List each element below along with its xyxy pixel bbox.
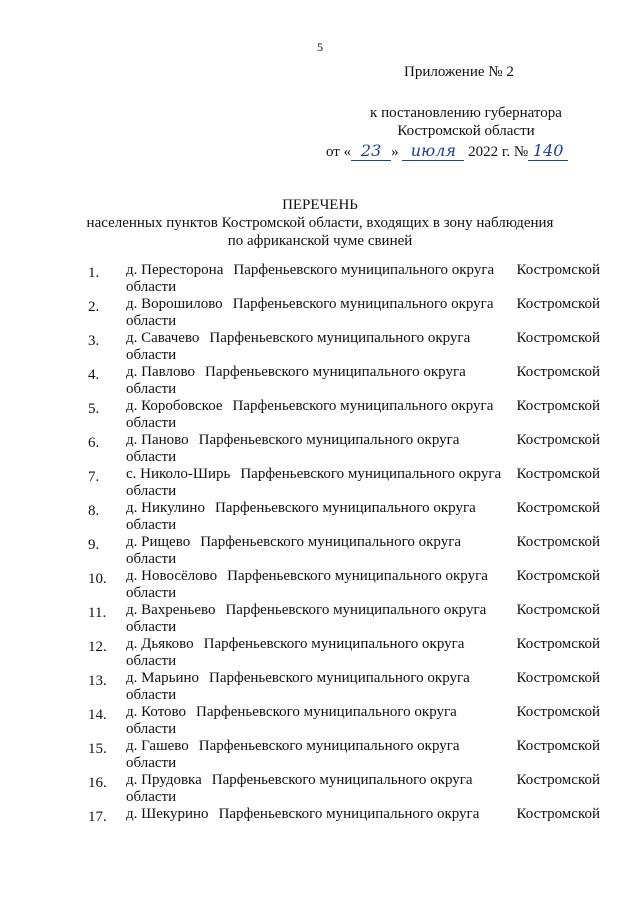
item-number: 11.	[88, 605, 107, 621]
item-continuation: области	[126, 483, 177, 499]
date-day-close: »	[391, 144, 399, 160]
item-entry	[126, 602, 600, 636]
item-number: 1.	[88, 265, 100, 281]
settlement-name: д. Рищево	[126, 534, 191, 550]
heading-subtitle-line-1: населенных пунктов Костромской области, входящих в зону наблюдения	[86, 215, 554, 231]
item-left	[126, 636, 464, 653]
handwritten-number: 140	[528, 141, 568, 161]
okrug-name: Парфеньевского муниципального округа	[218, 806, 480, 822]
list-item	[88, 296, 600, 330]
resolution-date	[326, 141, 568, 161]
region-name: Костромской	[516, 670, 600, 686]
region-name: Костромской	[516, 500, 600, 516]
okrug-name: Парфеньевского муниципального округа	[240, 466, 502, 482]
item-line-1	[126, 534, 600, 551]
item-left	[126, 364, 466, 381]
item-entry	[126, 398, 600, 432]
list-item	[88, 364, 600, 398]
list-item	[88, 806, 600, 840]
settlement-name: д. Новосёлово	[126, 568, 218, 584]
item-left	[126, 432, 459, 449]
item-number: 14.	[88, 707, 107, 723]
region-name: Костромской	[516, 602, 600, 618]
item-line-1	[126, 738, 600, 755]
region-name: Костромской	[516, 466, 600, 482]
settlement-name: д. Павлово	[126, 364, 195, 380]
item-entry	[126, 364, 600, 398]
list-item	[88, 738, 600, 772]
item-line-1	[126, 636, 600, 653]
date-year: 2022 г. №	[468, 144, 529, 160]
list-item	[88, 466, 600, 500]
item-continuation: области	[126, 789, 177, 805]
list-item	[88, 432, 600, 466]
item-number: 9.	[88, 537, 100, 553]
okrug-name: Парфеньевского муниципального округа	[198, 738, 460, 754]
item-entry	[126, 432, 600, 466]
item-number: 4.	[88, 367, 100, 383]
okrug-name: Парфеньевского муниципального округа	[233, 262, 495, 278]
item-continuation: области	[126, 551, 177, 567]
item-left	[126, 466, 501, 483]
region-name: Костромской	[516, 534, 600, 550]
item-left	[126, 262, 494, 279]
item-continuation: области	[126, 687, 177, 703]
item-left	[126, 296, 494, 313]
okrug-name: Парфеньевского муниципального округа	[198, 432, 460, 448]
list-item	[88, 262, 600, 296]
okrug-name: Парфеньевского муниципального округа	[227, 568, 488, 584]
heading-subtitle-line-2: по африканской чуме свиней	[227, 233, 413, 249]
settlement-name: д. Дьяково	[126, 636, 194, 652]
resolution-line-1: к постановлению губернатора	[370, 105, 562, 121]
region-name: Костромской	[516, 568, 600, 584]
item-left	[126, 500, 476, 517]
settlement-name: д. Пересторона	[126, 262, 224, 278]
region-name: Костромской	[516, 330, 600, 346]
list-item	[88, 602, 600, 636]
heading-title: ПЕРЕЧЕНЬ	[282, 197, 358, 213]
page-number: 5	[317, 40, 323, 54]
item-entry	[126, 262, 600, 296]
item-continuation: области	[126, 449, 177, 465]
region-name: Костромской	[516, 806, 600, 822]
settlement-name: д. Прудовка	[126, 772, 202, 788]
item-left	[126, 738, 460, 755]
item-number: 12.	[88, 639, 107, 655]
okrug-name: Парфеньевского муниципального округа	[196, 704, 457, 720]
item-left	[126, 534, 461, 551]
okrug-name: Парфеньевского муниципального округа	[204, 364, 466, 380]
item-entry	[126, 772, 600, 806]
item-left	[126, 602, 486, 619]
region-name: Костромской	[516, 636, 600, 652]
item-entry	[126, 670, 600, 704]
item-line-1	[126, 806, 600, 823]
item-line-1	[126, 704, 600, 721]
settlement-name: с. Николо-Ширь	[126, 466, 231, 482]
okrug-name: Парфеньевского муниципального округа	[214, 500, 476, 516]
item-number: 2.	[88, 299, 100, 315]
item-number: 13.	[88, 673, 107, 689]
list-item	[88, 534, 600, 568]
okrug-name: Парфеньевского муниципального округа	[200, 534, 462, 550]
item-left	[126, 398, 493, 415]
item-continuation: области	[126, 279, 177, 295]
list-item	[88, 772, 600, 806]
item-entry	[126, 568, 600, 602]
settlement-name: д. Ворошилово	[126, 296, 223, 312]
item-entry	[126, 534, 600, 568]
list-item	[88, 330, 600, 364]
list-item	[88, 398, 600, 432]
resolution-line-2: Костромской области	[397, 123, 535, 139]
item-left	[126, 806, 479, 823]
resolution-reference	[350, 104, 582, 140]
item-continuation: области	[126, 381, 177, 397]
item-entry	[126, 806, 600, 840]
item-entry	[126, 466, 600, 500]
handwritten-month: июля	[402, 141, 464, 161]
item-number: 6.	[88, 435, 100, 451]
list-item	[88, 704, 600, 738]
item-line-1	[126, 398, 600, 415]
okrug-name: Парфеньевского муниципального округа	[209, 670, 470, 686]
settlement-name: д. Вахреньево	[126, 602, 216, 618]
item-left	[126, 670, 470, 687]
item-continuation: области	[126, 721, 177, 737]
settlement-name: д. Никулино	[126, 500, 205, 516]
item-line-1	[126, 602, 600, 619]
settlement-name: д. Шекурино	[126, 806, 209, 822]
item-number: 8.	[88, 503, 100, 519]
appendix-title: Приложение № 2	[404, 64, 514, 80]
settlement-name: д. Гашево	[126, 738, 189, 754]
item-number: 7.	[88, 469, 100, 485]
item-line-1	[126, 500, 600, 517]
item-continuation: области	[126, 755, 177, 771]
item-continuation: области	[126, 517, 177, 533]
item-number: 16.	[88, 775, 107, 791]
item-line-1	[126, 364, 600, 381]
okrug-name: Парфеньевского муниципального округа	[232, 296, 494, 312]
item-left	[126, 772, 473, 789]
item-entry	[126, 738, 600, 772]
item-number: 15.	[88, 741, 107, 757]
settlement-name: д. Марьино	[126, 670, 200, 686]
item-left	[126, 568, 488, 585]
item-line-1	[126, 262, 600, 279]
region-name: Костромской	[516, 398, 600, 414]
item-continuation: области	[126, 653, 177, 669]
item-continuation: области	[126, 415, 177, 431]
item-entry	[126, 500, 600, 534]
item-continuation: области	[126, 619, 177, 635]
list-item	[88, 500, 600, 534]
item-line-1	[126, 772, 600, 789]
item-entry	[126, 636, 600, 670]
settlement-name: д. Паново	[126, 432, 189, 448]
region-name: Костромской	[516, 296, 600, 312]
item-line-1	[126, 568, 600, 585]
item-line-1	[126, 670, 600, 687]
list-item	[88, 636, 600, 670]
item-continuation: области	[126, 585, 177, 601]
item-line-1	[126, 432, 600, 449]
settlement-name: д. Савачево	[126, 330, 200, 346]
item-left	[126, 330, 470, 347]
region-name: Костромской	[516, 738, 600, 754]
settlement-name: д. Котово	[126, 704, 187, 720]
item-line-1	[126, 296, 600, 313]
item-line-1	[126, 466, 600, 483]
item-entry	[126, 704, 600, 738]
okrug-name: Парфеньевского муниципального округа	[211, 772, 473, 788]
settlement-name: д. Коробовское	[126, 398, 223, 414]
region-name: Костромской	[516, 772, 600, 788]
region-name: Костромской	[516, 364, 600, 380]
item-left	[126, 704, 457, 721]
okrug-name: Парфеньевского муниципального округа	[203, 636, 465, 652]
region-name: Костромской	[516, 432, 600, 448]
document-heading	[0, 196, 640, 250]
item-continuation: области	[126, 313, 177, 329]
date-prefix: от «	[326, 144, 352, 160]
okrug-name: Парфеньевского муниципального округа	[232, 398, 494, 414]
list-item	[88, 670, 600, 704]
item-continuation: области	[126, 347, 177, 363]
region-name: Костромской	[516, 704, 600, 720]
item-number: 10.	[88, 571, 107, 587]
item-line-1	[126, 330, 600, 347]
item-entry	[126, 296, 600, 330]
list-item	[88, 568, 600, 602]
okrug-name: Парфеньевского муниципального округа	[225, 602, 487, 618]
okrug-name: Парфеньевского муниципального округа	[209, 330, 471, 346]
settlements-list	[88, 262, 600, 840]
handwritten-day: 23	[351, 141, 391, 161]
item-number: 17.	[88, 809, 107, 825]
item-number: 3.	[88, 333, 100, 349]
item-number: 5.	[88, 401, 100, 417]
region-name: Костромской	[516, 262, 600, 278]
item-entry	[126, 330, 600, 364]
